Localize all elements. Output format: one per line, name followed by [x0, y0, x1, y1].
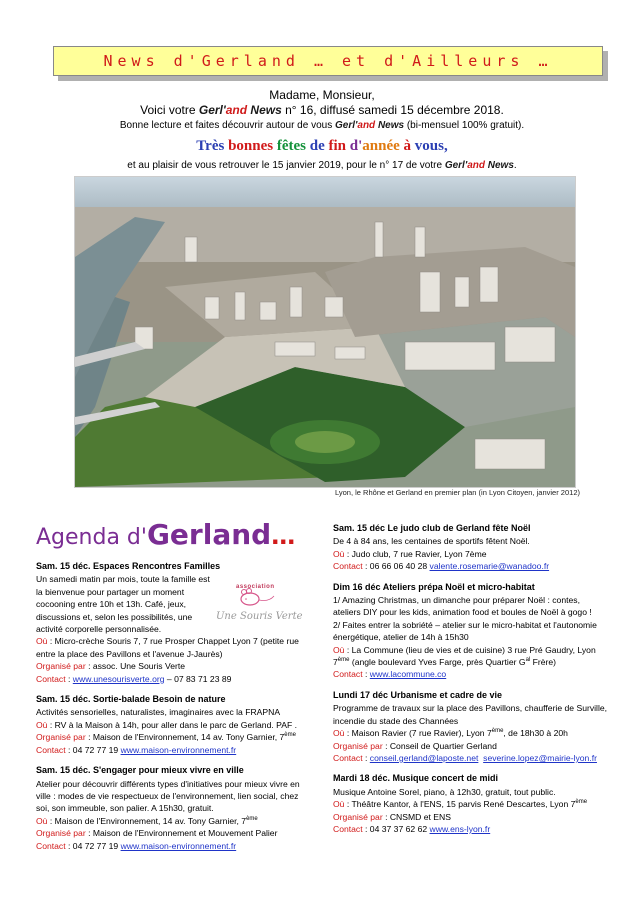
agenda-left-column — [36, 560, 308, 860]
event-espaces-rencontres — [36, 560, 308, 685]
event-description-1: 1/ Amazing Christmas, un dimanche pour préparer Noël : contes, ateliers DIY pour les kids, animation food et boules de Noël à gogo ! — [333, 595, 592, 618]
event-contact: Contact : 04 37 37 62 62 www.ens-lyon.fr — [333, 823, 491, 834]
reading-line: Bonne lecture et faites découvrir autour de vous Gerl'and News (bi-mensuel 100% gratuit). — [119, 120, 525, 131]
event-sortie-balade — [36, 693, 308, 756]
newsletter-title: News d'Gerland … et d'Ailleurs … — [103, 52, 553, 70]
event-heading: Lundi 17 déc Urbanisme et cadre de vie — [333, 689, 503, 700]
event-organizer: Organisé par : CNSMD et ENS — [333, 811, 451, 822]
link-email-valente[interactable]: valente.rosemarie@wanadoo.fr — [429, 561, 550, 572]
event-location: Où : Théâtre Kantor, à l'ENS, 15 parvis René Descartes, Lyon 7ème — [333, 799, 588, 810]
event-concert-midi — [333, 772, 608, 835]
event-heading: Sam. 15 déc Le judo club de Gerland fête Noël — [333, 523, 531, 533]
event-ateliers-noel — [333, 581, 608, 681]
link-maison-environnement[interactable]: www.maison-environnement.fr — [120, 840, 237, 851]
photo-caption: Lyon, le Rhône et Gerland en premier plan (in Lyon Citoyen, janvier 2012) — [334, 488, 580, 497]
event-description: Atelier pour découvrir différents types d'initiatives pour mieux vivre en ville : modes de vie respectueux de l'environnement, lien social, chez soi, son immeuble, son palier. A 15h30, gratuit. — [36, 778, 300, 814]
event-mieux-vivre-en-ville — [36, 764, 308, 852]
next-issue-line: et au plaisir de vous retrouver le 15 janvier 2019, pour le n° 17 de votre Gerl'and News. — [127, 160, 517, 171]
event-location: Où : Micro-crèche Souris 7, 7 rue Prosper Chappet Lyon 7 (petite rue entre la place des Pavillons et l'avenue J-Jaurès) — [36, 636, 299, 659]
event-location: Où : Maison Ravier (7 rue Ravier), Lyon 7ème, de 18h30 à 20h — [333, 728, 568, 739]
link-email-conseil-gerland[interactable]: conseil.gerland@laposte.net — [369, 752, 479, 763]
event-description: Musique Antoine Sorel, piano, à 12h30, gratuit, tout public. — [333, 786, 556, 797]
event-heading: Sam. 15 déc. Sortie-balade Besoin de nature — [36, 694, 226, 705]
event-heading: Mardi 18 déc. Musique concert de midi — [333, 773, 499, 784]
event-organizer: Organisé par : Maison de l'Environnement, 14 av. Tony Garnier, 7ème — [36, 732, 296, 743]
season-greetings: Très bonnes fêtes de fin d'année à vous, — [196, 138, 448, 154]
event-contact: Contact : www.lacommune.co — [333, 669, 447, 680]
event-description: Un samedi matin par mois, toute la famille est la bienvenue pour partager un moment cocooning entre 10h et 13h. Café, jeux, discussions et, selon les possibilités, une activité corporelle personnalisée. — [36, 574, 210, 635]
link-lacommune[interactable]: www.lacommune.co — [369, 669, 447, 680]
event-contact: Contact : conseil.gerland@laposte.net severine.lopez@mairie-lyon.fr — [333, 752, 597, 763]
event-judo-club — [333, 522, 608, 573]
issue-line: Voici votre Gerl'and News n° 16, diffusé samedi 15 décembre 2018. — [140, 103, 504, 117]
newsletter-banner — [53, 46, 603, 76]
souris-verte-logo — [214, 581, 306, 629]
event-organizer: Organisé par : assoc. Une Souris Verte — [36, 661, 186, 672]
agenda-right-column — [333, 522, 608, 843]
event-heading: Dim 16 déc Ateliers prépa Noël et micro-habitat — [333, 581, 535, 592]
event-urbanisme — [333, 689, 608, 764]
event-location: Où : La Commune (lieu de vies et de cuisine) 3 rue Pré Gaudry, Lyon 7ème (angle boulevard Yves Farge, près Quartier $G^{al}$ Frère) — [333, 644, 596, 668]
link-maison-environnement[interactable]: www.maison-environnement.fr — [120, 744, 237, 755]
event-heading: Sam. 15 déc. S'engager pour mieux vivre en ville — [36, 765, 244, 776]
logo-association-text: association — [236, 584, 275, 591]
logo-name: Une Souris Verte — [216, 611, 303, 623]
event-organizer: Organisé par : Conseil de Quartier Gerland — [333, 740, 497, 751]
event-description: De 4 à 84 ans, les centaines de sportifs fêtent Noël. — [333, 536, 530, 547]
event-location: Où : Maison de l'Environnement, 14 av. Tony Garnier, 7ème — [36, 815, 258, 826]
event-contact: Contact : 04 72 77 19 www.maison-environnement.fr — [36, 744, 237, 755]
event-location: Où : RV à la Maison à 14h, pour aller dans le parc de Gerland. PAF . — [36, 719, 297, 730]
intro-block — [40, 88, 604, 173]
event-heading: Sam. 15 déc. Espaces Rencontres Familles — [36, 561, 221, 571]
agenda-title: Agenda d'Gerland… — [36, 518, 296, 551]
link-unesourisverte[interactable]: www.unesourisverte.org — [72, 673, 165, 684]
event-description-2: 2/ Faites entrer la sobriété – atelier sur le micro-habitat et l'autonomie énergétique, atelier de 14h à 15h30 — [333, 619, 597, 643]
link-ens-lyon[interactable]: www.ens-lyon.fr — [429, 823, 491, 834]
event-location: Où : Judo club, 7 rue Ravier, Lyon 7ème — [333, 548, 487, 559]
event-contact: Contact : 06 66 06 40 28 valente.rosemarie@wanadoo.fr — [333, 561, 550, 572]
greeting: Madame, Monsieur, — [269, 88, 375, 102]
event-description: Activités sensorielles, naturalistes, imaginaires avec la FRAPNA — [36, 707, 281, 718]
link-email-severine[interactable]: severine.lopez@mairie-lyon.fr — [483, 752, 597, 763]
event-contact: Contact : 04 72 77 19 www.maison-environnement.fr — [36, 840, 237, 851]
aerial-photo-lyon — [74, 176, 576, 488]
event-organizer: Organisé par : Maison de l'Environnement et Mouvement Palier — [36, 828, 278, 839]
event-contact: Contact : www.unesourisverte.org – 07 83 71 23 89 — [36, 673, 232, 684]
event-description: Programme de travaux sur la place des Pavillons, chaufferie de Surville, incendie du stade des Channées — [333, 703, 608, 726]
